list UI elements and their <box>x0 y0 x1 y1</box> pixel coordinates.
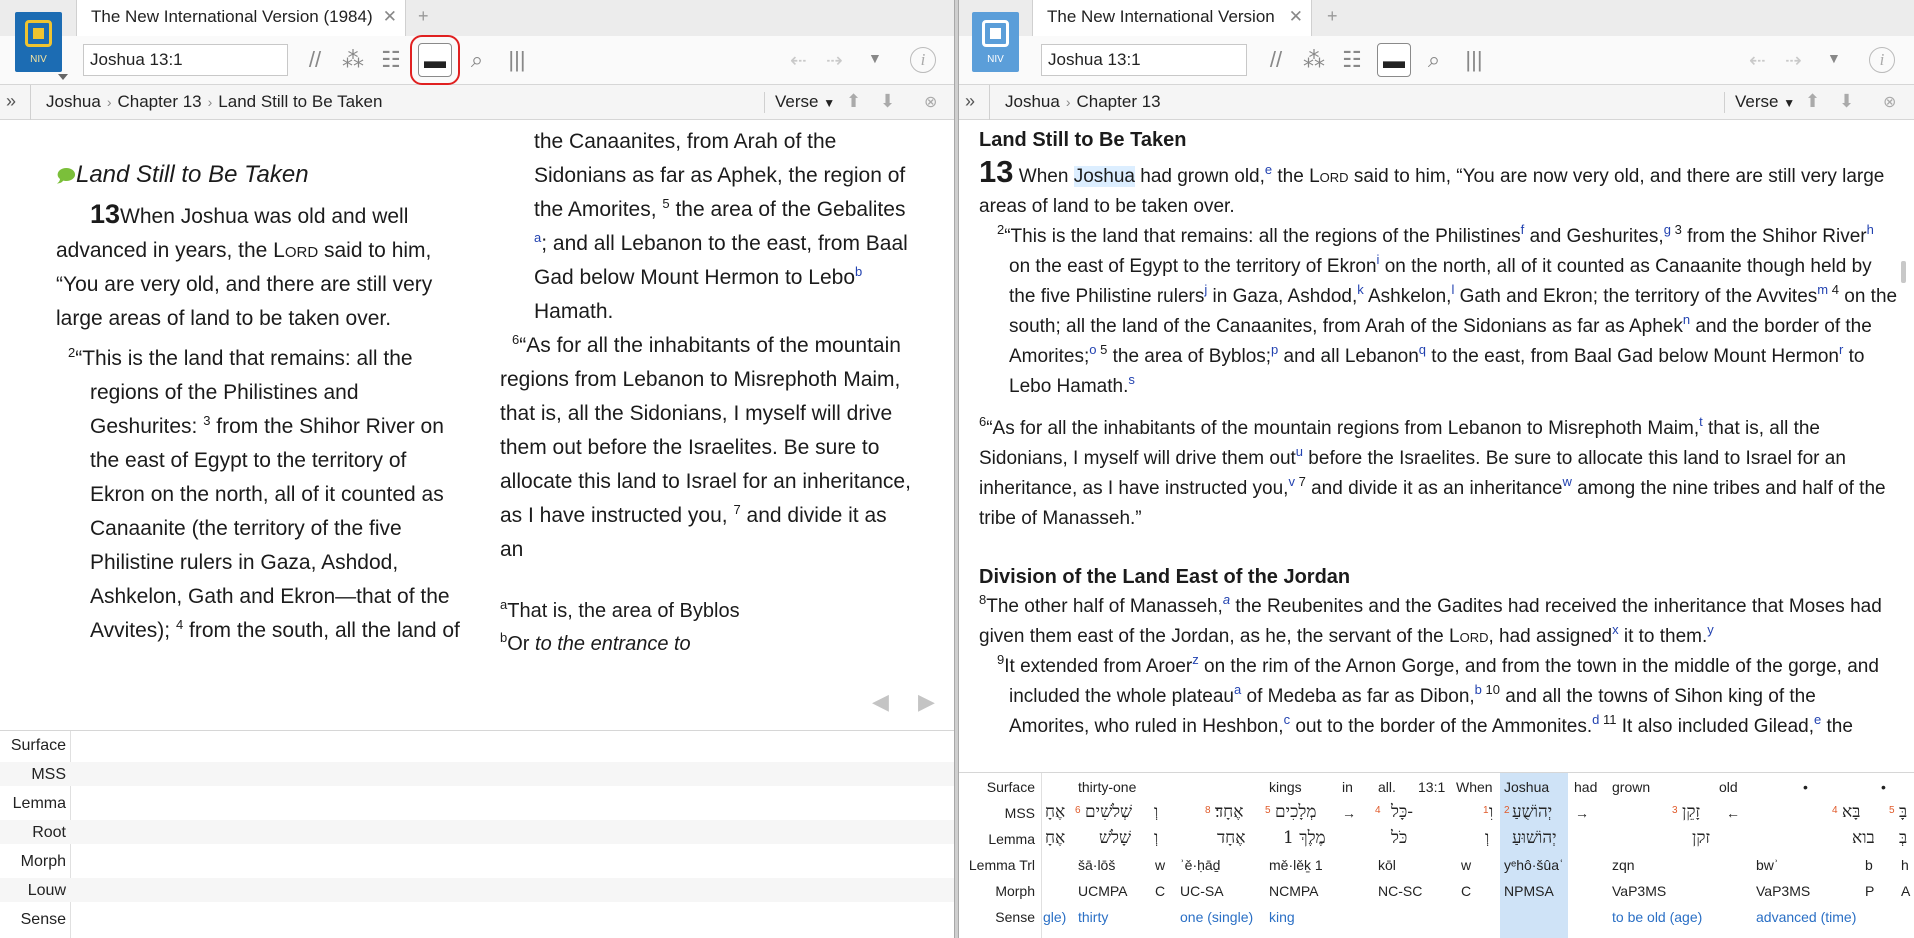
footnote-link[interactable]: t <box>1699 414 1703 429</box>
note-icon[interactable]: 🗩 <box>56 166 76 186</box>
verse-text: before the Israelites. Be sure to allocate this land to Israel for an inheritance, as I have instructed you, <box>979 448 1846 499</box>
hebrew-cell[interactable]: אֶחָד׃ <box>1215 802 1244 822</box>
close-pane-icon[interactable]: ⊗ <box>924 94 938 111</box>
sense-row <box>959 905 1914 929</box>
hebrew-cell[interactable]: וִ <box>1489 802 1494 822</box>
sense-cell[interactable]: thirty <box>1078 909 1109 925</box>
verse-text: the area of Byblos; <box>1107 346 1272 367</box>
visual-filter-icon[interactable]: ⁂ <box>342 47 364 72</box>
translit-cell[interactable]: zqn <box>1612 857 1635 873</box>
morph-cell[interactable]: NCMPA <box>1269 883 1319 899</box>
verse-number: 3 <box>1670 222 1682 237</box>
hebrew-cell[interactable]: כָּל- <box>1391 802 1414 822</box>
close-pane-icon[interactable]: ⊗ <box>1883 94 1897 111</box>
parallel-icon[interactable]: // <box>1269 47 1283 72</box>
lord-text: Lord <box>1449 626 1489 647</box>
translit-cell[interactable]: h <box>1901 857 1909 873</box>
morph-cell[interactable]: NC-SC <box>1378 883 1423 899</box>
verse-text: on the east of Egypt to the territory of Ekron <box>1009 256 1377 277</box>
sense-cell[interactable]: one (single) <box>1180 909 1254 925</box>
interlinear-panel <box>959 772 1914 938</box>
logo-label: NIV <box>30 54 47 65</box>
footnote-link[interactable]: l <box>1451 282 1455 297</box>
footnote-mark: b <box>500 630 508 645</box>
section-heading <box>56 158 464 193</box>
verse-text: “This is the land that remains: all the regions of the Philistines <box>1004 226 1521 247</box>
hebrew-cell[interactable]: בָּ <box>1899 802 1908 822</box>
expand-sidebar-icon[interactable]: » <box>965 91 976 111</box>
morph-cell-selected[interactable]: NPMSA <box>1504 883 1554 899</box>
verse-number: 10 <box>1481 682 1500 697</box>
footnote-link[interactable]: d <box>1592 712 1600 727</box>
verse-6-text: “As for all the inhabitants of the mountain regions from Lebanon to Misrephoth Maim, that is, all the Sidonians, I myself will drive them out before the Israelites. Be sure to allocate this land to Israel for an inheritance, as I have instructed you, <box>500 334 911 527</box>
verse-text: to Lebo Hamath. <box>1009 346 1865 397</box>
sense-cell[interactable]: king <box>1269 909 1295 925</box>
row-label-lemma: Lemma <box>12 795 66 812</box>
verse-text: It also included Gilead, <box>1616 716 1815 737</box>
tab-strip <box>0 0 954 36</box>
verse-number: 2 <box>68 345 76 360</box>
page-forward-icon[interactable]: ▶ <box>918 689 935 714</box>
verse-number: 2 <box>997 222 1005 237</box>
arrow-cell: → <box>1342 805 1356 821</box>
verse-text: it to them. <box>1618 626 1708 647</box>
footnote-link[interactable]: x <box>1612 622 1619 637</box>
hebrew-cell-selected[interactable]: יְהוֹשֻׁעַ <box>1512 802 1553 822</box>
translit-cell[interactable]: ʾě·ḥāḏ <box>1180 857 1221 873</box>
verse-text: Gath and Ekron; the territory of the Avvites <box>1454 286 1818 307</box>
toolbar <box>959 36 1914 85</box>
word-cell[interactable]: grown <box>1612 779 1651 795</box>
close-tab-icon[interactable]: ✕ <box>1288 7 1303 26</box>
breadcrumb-section[interactable]: Land Still to Be Taken <box>218 92 383 111</box>
footnote-link[interactable]: n <box>1682 312 1691 327</box>
arrow-cell: → <box>1575 805 1589 821</box>
breadcrumb: Joshua › Chapter 13 › Land Still to Be Taken <box>46 92 383 111</box>
verse-text: among the nine tribes and half of the tribe of Manasseh.” <box>979 478 1886 529</box>
chapter-number: 13 <box>90 199 121 229</box>
verse-text: on the north, all of it counted as Canaanite though held by the five Philistine rulers <box>1009 256 1872 307</box>
verse-1 <box>979 154 1899 222</box>
word-cell[interactable]: • <box>1803 779 1808 795</box>
verse-text: from the Shihor River <box>1681 226 1867 247</box>
lemma-cell[interactable]: כֹּל <box>1391 828 1408 848</box>
row-label-morph: Morph <box>995 883 1035 899</box>
arrow-cell: ← <box>1726 805 1740 821</box>
verse-text: of Medeba as far as Dibon, <box>1241 686 1475 707</box>
verse-4-text: from the south, all the land of <box>183 619 460 642</box>
verse-text: to the east, from Baal Gad below Mount Hermon <box>1426 346 1839 367</box>
layout-list-icon[interactable]: ☷ <box>1342 47 1362 72</box>
verse-6 <box>979 414 1899 534</box>
footnote-link[interactable]: b <box>855 264 863 279</box>
morph-cell[interactable]: C <box>1155 883 1166 899</box>
verse-text: the <box>1821 716 1853 737</box>
columns-icon[interactable]: ||| <box>508 47 526 72</box>
translit-cell[interactable]: b <box>1865 857 1873 873</box>
verse-text: that is, all the Sidonians, I myself will drive them out <box>979 418 1820 469</box>
text-column-2 <box>500 125 912 661</box>
footnote-b <box>500 628 912 661</box>
breadcrumb-bar <box>959 85 1914 120</box>
previous-verse-icon[interactable]: ⬆ <box>846 91 862 111</box>
footnote-link[interactable]: g <box>1663 222 1671 237</box>
morph-cell[interactable]: P <box>1865 883 1875 899</box>
word-cell[interactable]: in <box>1342 779 1353 795</box>
verse-menu-label: Verse <box>775 92 819 111</box>
word-order-number: 3 <box>1672 805 1678 816</box>
tab-title: The New International Version (1984) <box>91 7 373 26</box>
row-label-louw: Louw <box>27 882 66 899</box>
verse-menu[interactable]: Verse ▼ <box>764 92 835 113</box>
footnote-link[interactable]: f <box>1520 222 1525 237</box>
parallel-icon[interactable]: // <box>308 47 322 72</box>
verse-number: 7 <box>733 502 741 517</box>
verse-5-text: the area of the Gebalites <box>669 198 906 221</box>
footnote-mark: a <box>500 597 508 612</box>
tab-niv[interactable] <box>1032 0 1312 36</box>
verse-4-continued <box>500 125 912 329</box>
footnote-link[interactable]: y <box>1707 622 1714 637</box>
row-label-lemma-trl: Lemma Trl <box>968 857 1035 873</box>
chapter-number: 13 <box>979 154 1014 189</box>
breadcrumb-chapter[interactable]: Chapter 13 <box>1076 92 1161 111</box>
history-menu-icon[interactable]: ▼ <box>868 50 882 66</box>
translit-cell[interactable]: w <box>1461 857 1472 873</box>
verse-text: and Geshurites, <box>1524 226 1664 247</box>
footnote-link[interactable]: o <box>1089 342 1097 357</box>
niv-logo-button[interactable] <box>972 12 1019 72</box>
breadcrumb-book[interactable]: Joshua <box>1005 92 1060 111</box>
morph-cell[interactable]: UC-SA <box>1180 883 1224 899</box>
columns-icon[interactable]: ||| <box>1465 47 1483 72</box>
verse-2 <box>56 342 464 648</box>
breadcrumb-chapter[interactable]: Chapter 13 <box>117 92 202 111</box>
word-order-number: 6 <box>1075 805 1081 816</box>
section-heading-2: Division of the Land East of the Jordan <box>979 566 1351 588</box>
visual-filter-icon[interactable]: ⁂ <box>1303 47 1325 72</box>
hebrew-cell[interactable]: וְ <box>1154 802 1159 822</box>
lord-text: Lord <box>273 239 319 262</box>
footnote-link[interactable]: q <box>1418 342 1427 357</box>
verse-text: out to the border of the Ammonites. <box>1290 716 1593 737</box>
lemma-cell[interactable]: זקן <box>1692 828 1711 848</box>
breadcrumb-book[interactable]: Joshua <box>46 92 101 111</box>
scrollbar-thumb[interactable] <box>1901 261 1906 283</box>
hebrew-cell[interactable]: מְלָכִים <box>1275 802 1317 822</box>
verse-text: the Reubenites and the Gadites had received the inheritance that Moses had given them east of the Jordan, as he, the servant of the <box>979 596 1882 647</box>
word-cell[interactable]: When <box>1456 779 1493 795</box>
text-column-1 <box>56 158 464 648</box>
add-tab-icon[interactable]: + <box>1327 6 1338 26</box>
translit-cell[interactable]: kōl <box>1378 857 1396 873</box>
right-bible-pane <box>959 0 1914 938</box>
verse-text: on the rim of the Arnon Gorge, and from the town in the middle of the gorge, and included the whole plateau <box>1009 656 1879 707</box>
footnote-link[interactable]: j <box>1204 282 1208 297</box>
footnote-a <box>500 595 912 628</box>
footnote-link[interactable]: u <box>1295 444 1304 459</box>
word-order-number: 5 <box>1265 805 1271 816</box>
hebrew-cell[interactable]: אֶחָ <box>1045 802 1066 822</box>
verse-text: and divide it as an inheritance <box>1305 478 1563 499</box>
verse-1-text-b: said to him, “You are very old, and there are still very large areas of land to be taken over. <box>56 239 433 330</box>
word-cell[interactable]: thirty-one <box>1078 779 1137 795</box>
sense-cell[interactable]: gle) <box>1043 909 1067 925</box>
sense-cell[interactable]: to be old (age) <box>1612 909 1703 925</box>
footnote-link[interactable]: h <box>1866 222 1874 237</box>
footnote-link[interactable]: i <box>1376 252 1380 267</box>
verse-text: , had assigned <box>1488 626 1613 647</box>
verse-9 <box>979 652 1899 742</box>
morph-cell[interactable]: C <box>1461 883 1472 899</box>
forward-icon[interactable]: ⇢ <box>826 50 843 72</box>
verse-number: 5 <box>662 196 670 211</box>
footnote-link[interactable]: a <box>1234 682 1242 697</box>
verse-number: 6 <box>979 414 987 429</box>
verse-ref-cell[interactable]: 13:1 <box>1418 779 1446 795</box>
verse-number: 7 <box>1294 474 1306 489</box>
previous-verse-icon[interactable]: ⬆ <box>1805 91 1821 111</box>
left-bible-pane <box>0 0 954 938</box>
resource-menu-caret-icon[interactable] <box>58 74 68 80</box>
footnote-link[interactable]: e <box>1264 162 1273 177</box>
footnote-link[interactable]: c <box>1283 712 1291 727</box>
verse-text: and all Lebanon <box>1278 346 1419 367</box>
lemma-cell[interactable]: מֶלֶךְ 1 <box>1283 828 1326 848</box>
verse-text: Ashkelon, <box>1363 286 1452 307</box>
hebrew-cell[interactable]: זָקֵן <box>1682 802 1701 822</box>
toolbar <box>0 36 954 85</box>
verse-1-text: When <box>1018 166 1074 187</box>
hebrew-cell[interactable]: בָּא <box>1842 802 1861 822</box>
row-label-surface: Surface <box>986 779 1035 795</box>
verse-3-text: from the Shihor River on the east of Egypt to the territory of Ekron on the north, all of it counted as Canaanite (the territory of the five Philistine rulers in Gaza, Ashdod, Ashkelon, Gath and Ekron—that of the Avvites); <box>90 415 450 642</box>
lemma-cell[interactable]: שָׁלֹשׁ <box>1099 828 1132 848</box>
sense-cell[interactable]: advanced (time) <box>1756 909 1857 925</box>
verse-number: 9 <box>997 652 1005 667</box>
verse-number: 8 <box>979 592 987 607</box>
lemma-cell[interactable]: בוא <box>1852 828 1875 848</box>
word-cell[interactable]: had <box>1574 779 1598 795</box>
breadcrumb: Joshua › Chapter 13 <box>1005 92 1161 111</box>
footnote-link[interactable]: m <box>1817 282 1829 297</box>
footnote-link[interactable]: k <box>1357 282 1364 297</box>
verse-7-text: and divide it as an <box>500 504 887 561</box>
verse-1-text-b: had grown old, <box>1134 166 1265 187</box>
word-order-number: 5 <box>1889 805 1895 816</box>
footnote-link[interactable]: v <box>1288 474 1295 489</box>
verse-8 <box>979 592 1899 652</box>
back-icon[interactable]: ⇠ <box>1749 50 1766 72</box>
verse-1-text-c: the <box>1272 166 1310 187</box>
footnote-link[interactable]: r <box>1838 342 1844 357</box>
word-cell-selected[interactable]: Joshua <box>1504 779 1550 795</box>
verse-5-text-c: Hamath. <box>534 300 614 323</box>
footnote-link[interactable]: w <box>1562 474 1572 489</box>
verse-text: on the south; all the land of the Canaanites, from Arah of the Sidonians as far as Aphek <box>1009 286 1898 337</box>
verse-number: 5 <box>1096 342 1108 357</box>
row-label-lemma: Lemma <box>988 831 1035 847</box>
verse-text: in Gaza, Ashdod, <box>1207 286 1358 307</box>
footnote-b-text: Or <box>507 633 536 655</box>
footnote-link[interactable]: b <box>1474 682 1482 697</box>
verse-1-text-d: said to him, “You are now very old, and there are still very large areas of land to be taken over. <box>979 166 1885 217</box>
lord-text: Lord <box>1309 166 1349 187</box>
tab-strip <box>959 0 1914 36</box>
highlighted-word[interactable]: Joshua <box>1073 166 1135 187</box>
row-label-surface: Surface <box>10 737 66 754</box>
tab-niv-1984[interactable] <box>76 0 406 36</box>
morph-cell[interactable]: VaP3MS <box>1756 883 1811 899</box>
lemma-cell[interactable]: בְּ <box>1899 828 1908 848</box>
footnote-a-text: That is, the area of Byblos <box>507 600 740 622</box>
verse-6 <box>500 329 912 567</box>
footnote-b-italic: to the entrance to <box>535 633 691 655</box>
add-tab-icon[interactable]: + <box>418 6 429 26</box>
hebrew-cell[interactable]: שְׁלֹשִׁים <box>1085 802 1133 822</box>
page-back-icon[interactable]: ◀ <box>872 689 889 714</box>
verse-number: 4 <box>1828 282 1839 297</box>
logo-label: NIV <box>987 54 1004 65</box>
footnote-link[interactable]: p <box>1271 342 1279 357</box>
forward-icon[interactable]: ⇢ <box>1785 50 1802 72</box>
lemma-cell[interactable]: וְ <box>1485 828 1490 848</box>
morph-cell[interactable]: A <box>1901 883 1911 899</box>
verse-5-text-b: ; and all Lebanon to the east, from Baal Gad below Mount Hermon to Lebo <box>534 232 908 289</box>
lemma-cell[interactable]: אֶחָד <box>1217 828 1246 848</box>
word-order-number: 4 <box>1832 805 1838 816</box>
verse-text: The other half of Manasseh, <box>986 596 1223 617</box>
tab-title: The New International Version <box>1047 7 1275 26</box>
lemma-row <box>959 827 1914 851</box>
info-icon[interactable]: i <box>910 47 936 73</box>
verse-menu-label: Verse <box>1735 92 1779 111</box>
interlinear-toggle-icon[interactable]: ▬ <box>1377 43 1411 77</box>
row-label-mss: MSS <box>1004 805 1035 821</box>
verse-text: It extended from Aroer <box>1004 656 1193 677</box>
back-icon[interactable]: ⇠ <box>790 50 807 72</box>
row-label-sense: Sense <box>20 911 66 928</box>
word-cell[interactable]: kings <box>1269 779 1302 795</box>
lemma-cell-selected[interactable]: יְהוֹשׁוּעַ <box>1512 828 1557 848</box>
verse-number: 4 <box>175 617 184 632</box>
footnote-link[interactable]: z <box>1192 652 1199 667</box>
search-icon[interactable]: ⌕ <box>470 47 484 72</box>
verse-1 <box>56 197 464 336</box>
footnote-link[interactable]: s <box>1128 372 1135 387</box>
word-cell[interactable]: all. <box>1378 779 1396 795</box>
morph-cell[interactable]: VaP3MS <box>1612 883 1667 899</box>
word-order-number: 8 <box>1205 805 1211 816</box>
row-label-morph: Morph <box>20 853 66 870</box>
morph-cell[interactable]: UCMPA <box>1078 883 1128 899</box>
mss-row <box>959 801 1914 825</box>
word-order-number: 2 <box>1504 805 1510 816</box>
verse-text: “As for all the inhabitants of the mountain regions from Lebanon to Misrephoth Maim, <box>986 418 1700 439</box>
lemma-cell[interactable]: וְ <box>1154 828 1159 848</box>
row-label-mss: MSS <box>31 766 66 783</box>
search-icon[interactable]: ⌕ <box>1427 47 1441 72</box>
cross-reference-link[interactable]: a <box>1222 592 1231 607</box>
surface-row <box>959 775 1914 799</box>
verse-text: and all the towns of Sihon king of the Amorites, who ruled in Heshbon, <box>1009 686 1816 737</box>
word-cell[interactable]: old <box>1719 779 1738 795</box>
verse-4-text-b: the Canaanites, from Arah of the Sidonians as far as Aphek, the region of the Amorites, <box>534 130 906 221</box>
bible-logo-icon <box>25 20 52 47</box>
word-order-number: 1 <box>1483 805 1489 816</box>
translit-cell[interactable]: šā·lōš <box>1078 857 1116 873</box>
layout-list-icon[interactable]: ☷ <box>381 47 401 72</box>
breadcrumb-bar <box>0 85 954 120</box>
translit-cell-selected[interactable]: yᵉhô·šûaʿ <box>1504 857 1564 873</box>
word-order-number: 4 <box>1375 805 1381 816</box>
reference-input[interactable] <box>1041 44 1247 76</box>
row-label-sense: Sense <box>995 909 1035 925</box>
footnote-link[interactable]: e <box>1814 712 1822 727</box>
morph-row <box>959 879 1914 903</box>
verse-number: 3 <box>203 413 211 428</box>
verse-number: 6 <box>512 332 520 347</box>
expand-sidebar-icon[interactable]: » <box>6 91 17 111</box>
bible-logo-icon <box>982 20 1009 47</box>
lemma-trl-row <box>959 853 1914 877</box>
lemma-cell[interactable]: אֶחָ <box>1045 828 1066 848</box>
translit-cell[interactable]: mě·lěḵ 1 <box>1269 857 1323 873</box>
translit-cell[interactable]: w <box>1155 857 1166 873</box>
history-menu-icon[interactable]: ▼ <box>1827 50 1841 66</box>
footnotes <box>500 595 912 661</box>
footnote-link[interactable]: a <box>534 230 542 245</box>
interlinear-toggle-icon[interactable]: ▬ <box>418 43 452 77</box>
verse-2-text: “This is the land that remains: all the regions of the Philistines and Geshurites: <box>75 347 413 438</box>
interlinear-panel <box>0 730 954 938</box>
niv-logo-button[interactable] <box>15 12 62 72</box>
verse-menu[interactable]: Verse ▼ <box>1724 92 1795 113</box>
section-heading: Land Still to Be Taken <box>979 129 1187 151</box>
row-label-root: Root <box>32 824 66 841</box>
translit-cell[interactable]: bwʾ <box>1756 857 1779 873</box>
verse-text: and the border of the Amorites; <box>1009 316 1872 367</box>
close-tab-icon[interactable]: ✕ <box>382 7 397 26</box>
reference-input[interactable] <box>83 44 288 76</box>
info-icon[interactable]: i <box>1869 47 1895 73</box>
verse-1-text: When Joshua was old and well advanced in years, the <box>56 205 409 262</box>
word-cell[interactable]: • <box>1881 779 1886 795</box>
verse-2 <box>979 222 1899 402</box>
next-verse-icon[interactable]: ⬇ <box>880 91 896 111</box>
verse-number: 11 <box>1599 712 1617 727</box>
next-verse-icon[interactable]: ⬇ <box>1839 91 1855 111</box>
section-heading-text: Land Still to Be Taken <box>75 161 309 188</box>
